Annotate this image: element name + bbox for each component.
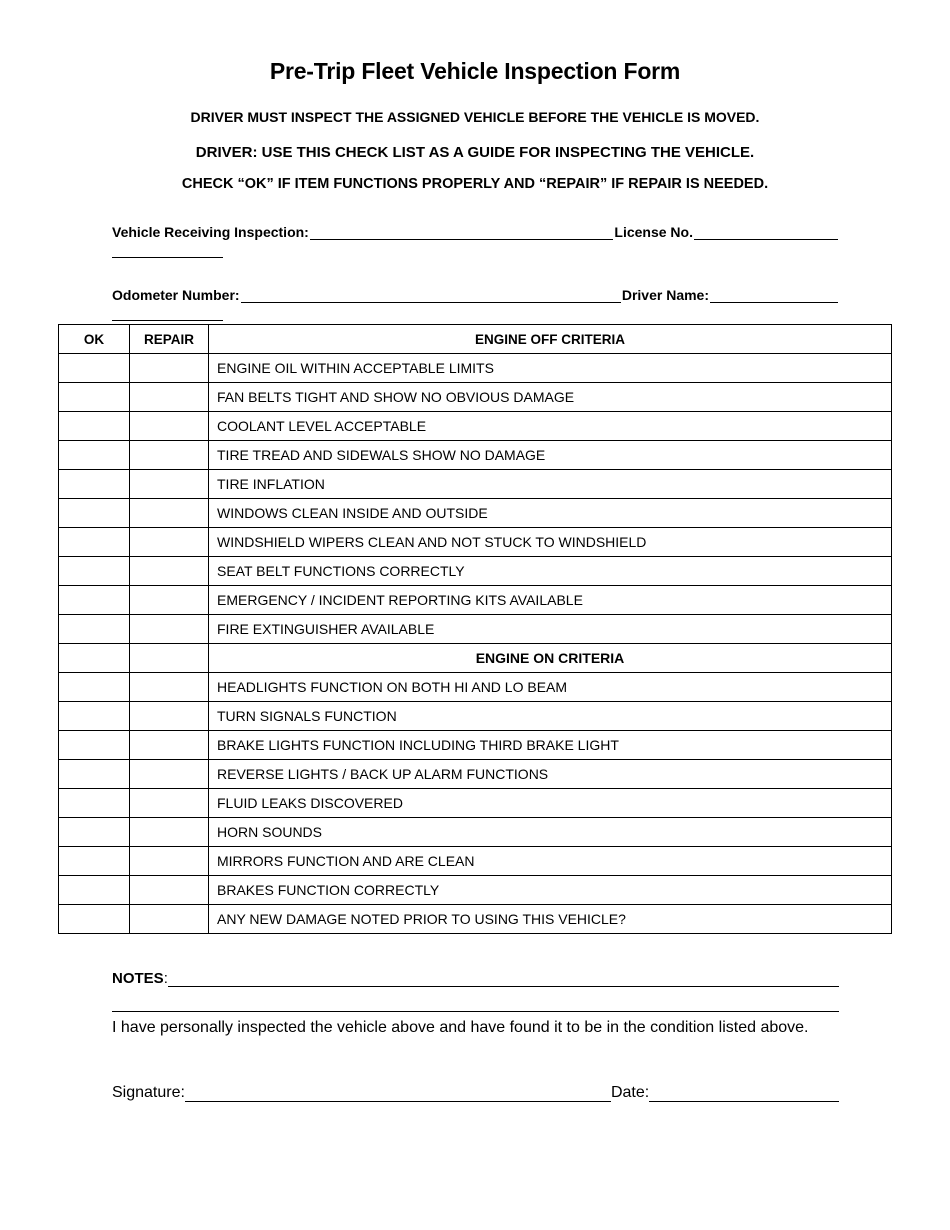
ok-checkbox-cell[interactable] bbox=[59, 731, 130, 760]
table-row bbox=[59, 557, 892, 586]
repair-checkbox-cell[interactable] bbox=[130, 673, 209, 702]
checklist-item-label: BRAKES FUNCTION CORRECTLY bbox=[209, 876, 892, 905]
ok-checkbox-cell[interactable] bbox=[59, 412, 130, 441]
table-row bbox=[59, 383, 892, 412]
repair-checkbox-cell[interactable] bbox=[130, 441, 209, 470]
ok-checkbox-cell[interactable] bbox=[59, 557, 130, 586]
vehicle-info-row-2-continuation[interactable] bbox=[112, 319, 223, 321]
checklist-item-label: TIRE INFLATION bbox=[209, 470, 892, 499]
checklist-item-label: FIRE EXTINGUISHER AVAILABLE bbox=[209, 615, 892, 644]
notes-colon: : bbox=[163, 970, 168, 987]
table-row bbox=[59, 847, 892, 876]
table-row bbox=[59, 615, 892, 644]
ok-checkbox-cell[interactable] bbox=[59, 673, 130, 702]
vehicle-info-row-1-continuation[interactable] bbox=[112, 256, 223, 258]
ok-checkbox-cell[interactable] bbox=[59, 615, 130, 644]
date-label: Date: bbox=[610, 1084, 650, 1101]
ok-checkbox-cell[interactable] bbox=[59, 354, 130, 383]
checklist-item-label: WINDSHIELD WIPERS CLEAN AND NOT STUCK TO WINDSHIELD bbox=[209, 528, 892, 557]
repair-checkbox-cell[interactable] bbox=[130, 702, 209, 731]
ok-checkbox-cell[interactable] bbox=[59, 905, 130, 934]
ok-checkbox-cell[interactable] bbox=[59, 818, 130, 847]
odometer-label: Odometer Number: bbox=[112, 287, 240, 303]
table-row bbox=[59, 441, 892, 470]
repair-column-header: REPAIR bbox=[130, 325, 209, 354]
checklist-item-label: BRAKE LIGHTS FUNCTION INCLUDING THIRD BRAKE LIGHT bbox=[209, 731, 892, 760]
table-row bbox=[59, 499, 892, 528]
ok-checkbox-cell[interactable] bbox=[59, 644, 130, 673]
repair-checkbox-cell[interactable] bbox=[130, 557, 209, 586]
ok-checkbox-cell[interactable] bbox=[59, 470, 130, 499]
ok-checkbox-cell[interactable] bbox=[59, 441, 130, 470]
checklist-item-label: ENGINE OIL WITHIN ACCEPTABLE LIMITS bbox=[209, 354, 892, 383]
repair-checkbox-cell[interactable] bbox=[130, 876, 209, 905]
signature-field[interactable] bbox=[185, 1085, 611, 1102]
checklist-item-label: FAN BELTS TIGHT AND SHOW NO OBVIOUS DAMAGE bbox=[209, 383, 892, 412]
checklist-item-label: TIRE TREAD AND SIDEWALS SHOW NO DAMAGE bbox=[209, 441, 892, 470]
ok-checkbox-cell[interactable] bbox=[59, 876, 130, 905]
checklist-item-label: SEAT BELT FUNCTIONS CORRECTLY bbox=[209, 557, 892, 586]
ok-checkbox-cell[interactable] bbox=[59, 702, 130, 731]
notes-row bbox=[112, 970, 839, 987]
instruction-line-1: DRIVER MUST INSPECT THE ASSIGNED VEHICLE BEFORE THE VEHICLE IS MOVED. bbox=[190, 109, 760, 125]
table-header-row bbox=[59, 325, 892, 354]
checklist-item-label: WINDOWS CLEAN INSIDE AND OUTSIDE bbox=[209, 499, 892, 528]
checklist-item-label: TURN SIGNALS FUNCTION bbox=[209, 702, 892, 731]
vehicle-receiving-field[interactable] bbox=[310, 224, 614, 240]
driver-name-label: Driver Name: bbox=[621, 287, 709, 303]
table-row bbox=[59, 673, 892, 702]
repair-checkbox-cell[interactable] bbox=[130, 499, 209, 528]
checklist-item-label: HEADLIGHTS FUNCTION ON BOTH HI AND LO BEAM bbox=[209, 673, 892, 702]
ok-checkbox-cell[interactable] bbox=[59, 586, 130, 615]
repair-checkbox-cell[interactable] bbox=[130, 644, 209, 673]
instruction-line-3: CHECK “OK” IF ITEM FUNCTIONS PROPERLY AND “REPAIR” IF REPAIR IS NEEDED. bbox=[181, 176, 769, 192]
instruction-line-2: DRIVER: USE THIS CHECK LIST AS A GUIDE FOR INSPECTING THE VEHICLE. bbox=[195, 144, 755, 161]
checklist-item-label: FLUID LEAKS DISCOVERED bbox=[209, 789, 892, 818]
table-row bbox=[59, 702, 892, 731]
table-row bbox=[59, 731, 892, 760]
repair-checkbox-cell[interactable] bbox=[130, 731, 209, 760]
notes-field-line-2[interactable] bbox=[112, 1010, 839, 1012]
vehicle-receiving-label: Vehicle Receiving Inspection: bbox=[112, 224, 309, 240]
checklist-item-label: EMERGENCY / INCIDENT REPORTING KITS AVAILABLE bbox=[209, 586, 892, 615]
date-field[interactable] bbox=[649, 1085, 839, 1102]
odometer-field[interactable] bbox=[241, 287, 621, 303]
repair-checkbox-cell[interactable] bbox=[130, 818, 209, 847]
license-label: License No. bbox=[614, 224, 693, 240]
checklist-item-label: MIRRORS FUNCTION AND ARE CLEAN bbox=[209, 847, 892, 876]
repair-checkbox-cell[interactable] bbox=[130, 528, 209, 557]
repair-checkbox-cell[interactable] bbox=[130, 789, 209, 818]
vehicle-info-row-2 bbox=[112, 281, 839, 303]
repair-checkbox-cell[interactable] bbox=[130, 586, 209, 615]
repair-checkbox-cell[interactable] bbox=[130, 354, 209, 383]
table-row bbox=[59, 354, 892, 383]
checklist-item-label: ANY NEW DAMAGE NOTED PRIOR TO USING THIS VEHICLE? bbox=[209, 905, 892, 934]
table-row bbox=[59, 818, 892, 847]
table-row bbox=[59, 470, 892, 499]
section-header-row bbox=[59, 644, 892, 673]
signature-label: Signature: bbox=[112, 1084, 185, 1101]
repair-checkbox-cell[interactable] bbox=[130, 847, 209, 876]
repair-checkbox-cell[interactable] bbox=[130, 470, 209, 499]
repair-checkbox-cell[interactable] bbox=[130, 383, 209, 412]
table-row bbox=[59, 876, 892, 905]
repair-checkbox-cell[interactable] bbox=[130, 412, 209, 441]
ok-checkbox-cell[interactable] bbox=[59, 847, 130, 876]
table-row bbox=[59, 586, 892, 615]
driver-name-field[interactable] bbox=[710, 287, 838, 303]
checklist-item-label: HORN SOUNDS bbox=[209, 818, 892, 847]
repair-checkbox-cell[interactable] bbox=[130, 905, 209, 934]
engine-on-section-header: ENGINE ON CRITERIA bbox=[209, 644, 892, 673]
license-field[interactable] bbox=[694, 224, 838, 240]
table-row bbox=[59, 528, 892, 557]
checklist-item-label: COOLANT LEVEL ACCEPTABLE bbox=[209, 412, 892, 441]
notes-field[interactable] bbox=[168, 970, 839, 987]
ok-checkbox-cell[interactable] bbox=[59, 499, 130, 528]
ok-checkbox-cell[interactable] bbox=[59, 760, 130, 789]
ok-checkbox-cell[interactable] bbox=[59, 789, 130, 818]
repair-checkbox-cell[interactable] bbox=[130, 615, 209, 644]
certification-statement: I have personally inspected the vehicle above and have found it to be in the condition listed above. bbox=[112, 1019, 809, 1036]
inspection-checklist-table bbox=[58, 324, 892, 934]
table-row bbox=[59, 412, 892, 441]
repair-checkbox-cell[interactable] bbox=[130, 760, 209, 789]
checklist-item-label: REVERSE LIGHTS / BACK UP ALARM FUNCTIONS bbox=[209, 760, 892, 789]
vehicle-info-row-1 bbox=[112, 218, 839, 240]
table-row bbox=[59, 789, 892, 818]
table-row bbox=[59, 760, 892, 789]
table-row bbox=[59, 905, 892, 934]
form-title: Pre-Trip Fleet Vehicle Inspection Form bbox=[269, 58, 681, 84]
engine-off-section-header: ENGINE OFF CRITERIA bbox=[209, 325, 892, 354]
signature-row bbox=[112, 1084, 839, 1102]
ok-column-header: OK bbox=[59, 325, 130, 354]
ok-checkbox-cell[interactable] bbox=[59, 383, 130, 412]
ok-checkbox-cell[interactable] bbox=[59, 528, 130, 557]
notes-label: NOTES bbox=[112, 970, 164, 987]
